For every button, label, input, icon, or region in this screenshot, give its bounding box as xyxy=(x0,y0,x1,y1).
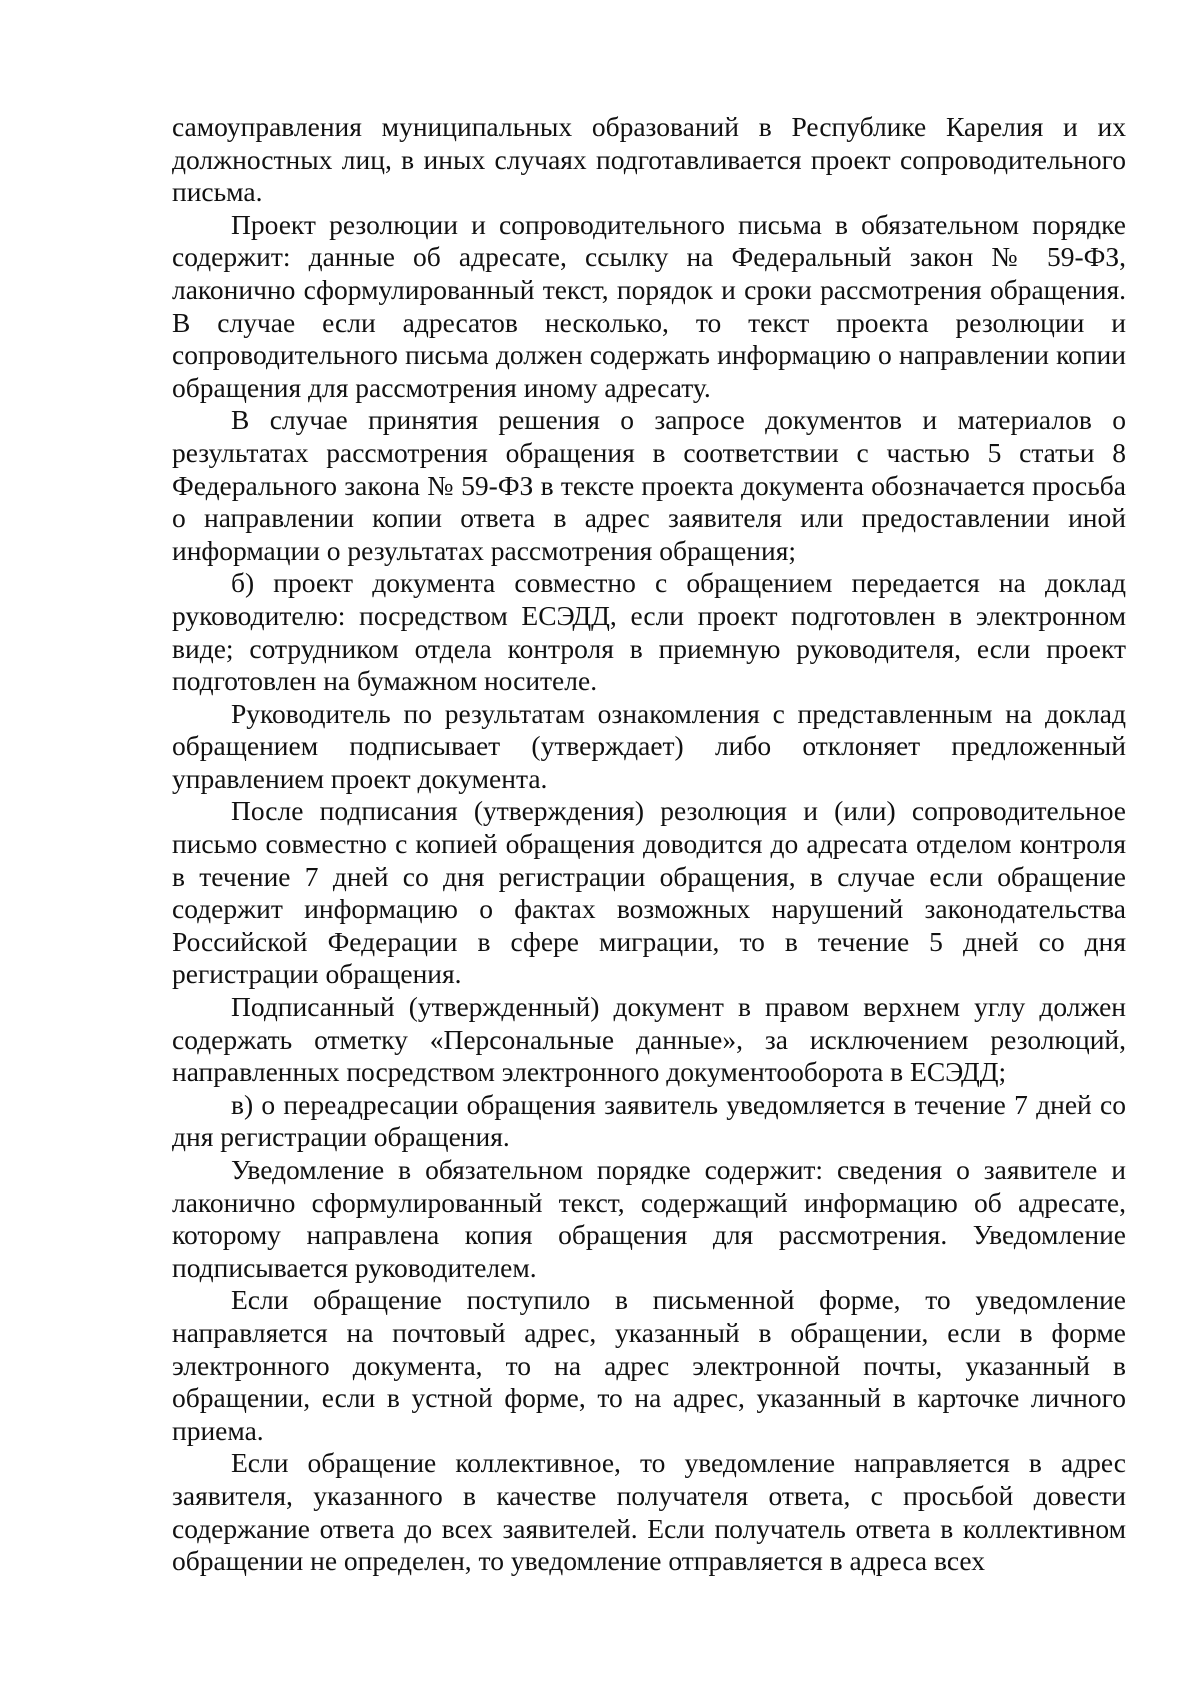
paragraph-resolution-content: Проект резолюции и сопроводительного письма в обязательном порядке содержит: данные об адресате, ссылку на Федеральный закон № 59-ФЗ, лаконично сформулированный текст, порядок и сроки рассмотрения обращения. В случае если адресатов несколько, то текст проекта резолюции и сопроводительного письма должен содержать информацию о направлении копии обращения для рассмотрения иному адресату. xyxy=(172,208,1126,403)
paragraph-continuation: самоуправления муниципальных образований в Республике Карелия и их должностных лиц, в иных случаях подготавливается проект сопроводительного письма. xyxy=(172,111,1126,208)
paragraph-documents-request: В случае принятия решения о запросе документов и материалов о результатах рассмотрения обращения в соответствии с частью 5 статьи 8 Федерального закона № 59-ФЗ в тексте проекта документа обозначается просьба о направлении копии ответа в адрес заявителя или предоставлении иной информации о результатах рассмотрения обращения; xyxy=(172,404,1126,566)
paragraph-item-v: в) о переадресации обращения заявитель уведомляется в течение 7 дней со дня регистрации обращения. xyxy=(172,1088,1126,1153)
paragraph-collective-appeal: Если обращение коллективное, то уведомление направляется в адрес заявителя, указанного в качестве получателя ответа, с просьбой довести содержание ответа до всех заявителей. Если получатель ответа в коллективном обращении не определен, то уведомление отправляется в адреса всех xyxy=(172,1447,1126,1577)
paragraph-notification-address: Если обращение поступило в письменной форме, то уведомление направляется на почтовый адрес, указанный в обращении, если в форме электронного документа, то на адрес электронной почты, указанный в обращении, если в устной форме, то на адрес, указанный в карточке личного приема. xyxy=(172,1284,1126,1446)
paragraph-personal-data-mark: Подписанный (утвержденный) документ в правом верхнем углу должен содержать отметку «Персональные данные», за исключением резолюций, направленных посредством электронного документооборота в ЕСЭДД; xyxy=(172,991,1126,1088)
paragraph-notification-content: Уведомление в обязательном порядке содержит: сведения о заявителе и лаконично сформулированный текст, содержащий информацию об адресате, которому направлена копия обращения для рассмотрения. Уведомление подписывается руководителем. xyxy=(172,1154,1126,1283)
paragraph-item-b: б) проект документа совместно с обращением передается на доклад руководителю: посредством ЕСЭДД, если проект подготовлен в электронном виде; сотрудником отдела контроля в приемную руководителя, если проект подготовлен на бумажном носителе. xyxy=(172,567,1126,697)
paragraph-after-signing: После подписания (утверждения) резолюция и (или) сопроводительное письмо совместно с копией обращения доводится до адресата отделом контроля в течение 7 дней со дня регистрации обращения, в случае если обращение содержит информацию о фактах возможных нарушений законодательства Российской Федерации в сфере миграции, то в течение 5 дней со дня регистрации обращения. xyxy=(172,795,1126,990)
paragraph-head-review: Руководитель по результатам ознакомления с представленным на доклад обращением подписывает (утверждает) либо отклоняет предложенный управлением проект документа. xyxy=(172,697,1126,794)
document-page xyxy=(172,111,1126,1578)
